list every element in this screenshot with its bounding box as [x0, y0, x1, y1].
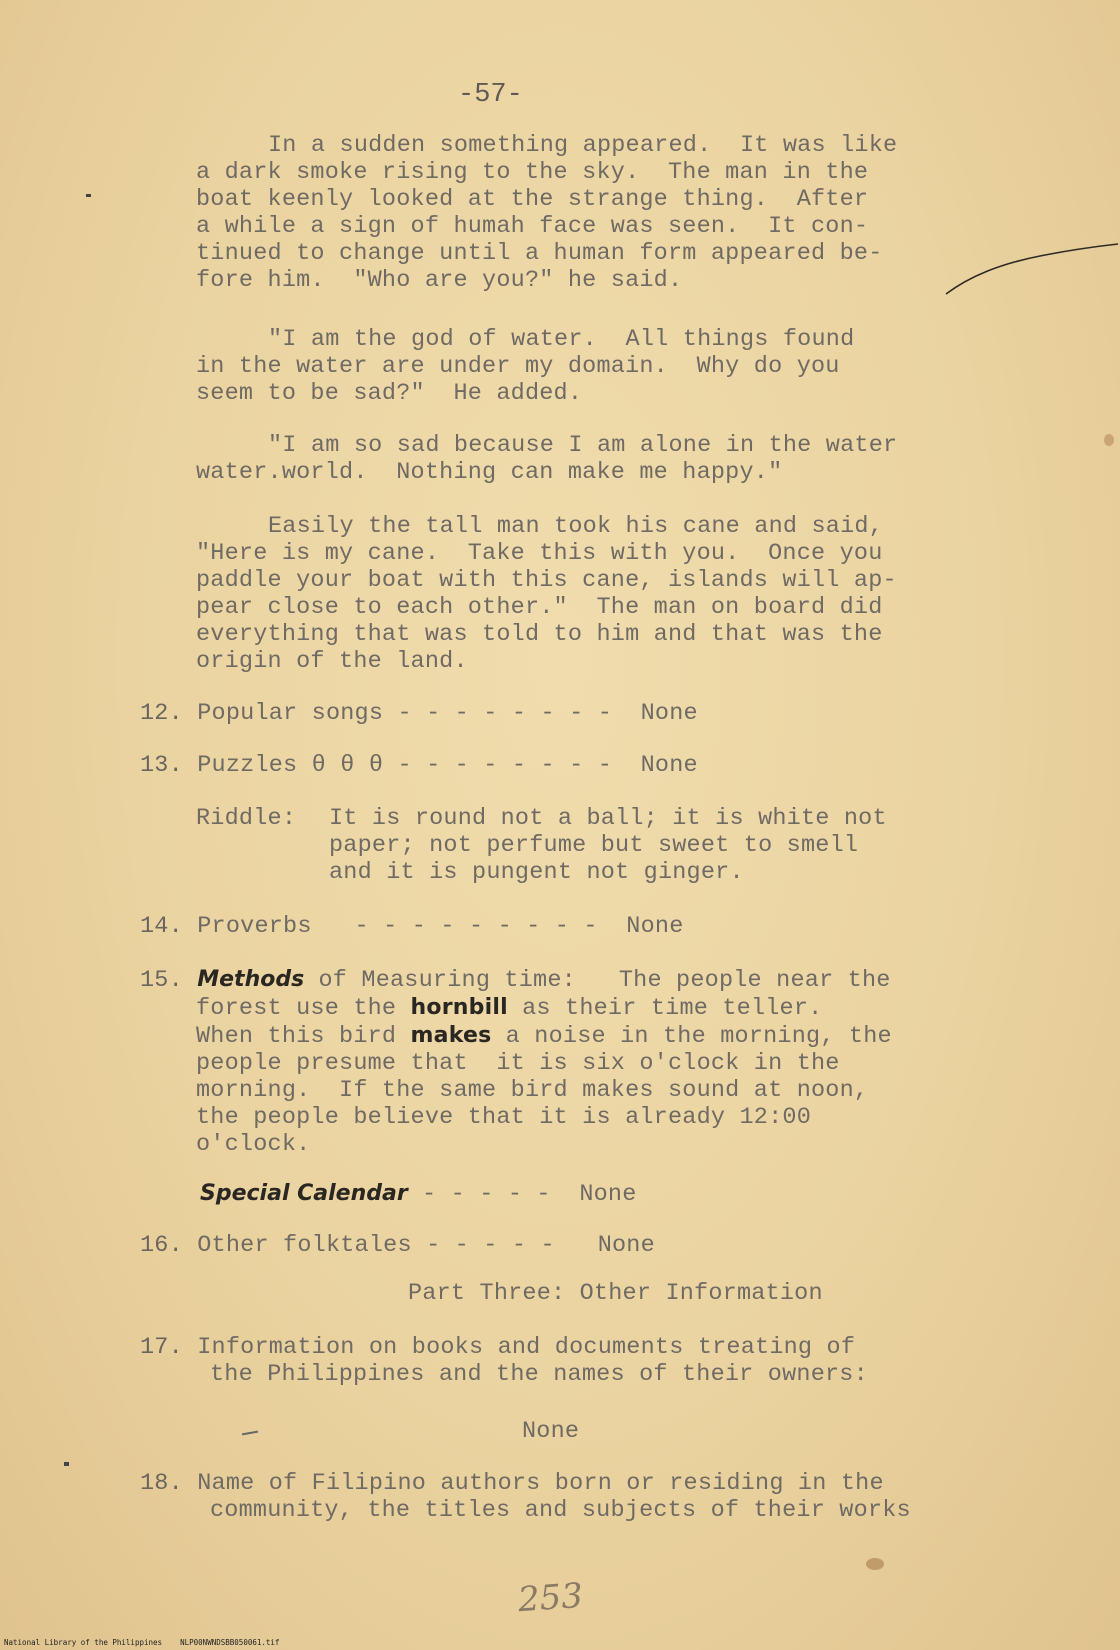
text-line: Easily the tall man took his cane and said, [268, 513, 883, 540]
story-paragraph-4 [196, 513, 897, 675]
riddle-label: Riddle: [196, 805, 297, 832]
handwritten-special-calendar: Special Calendar [200, 1181, 408, 1206]
item-13 [140, 752, 698, 779]
item-text: the Philippines and the names of their owners: [210, 1361, 868, 1388]
stain-mark [866, 1558, 884, 1570]
text-line: tinued to change until a human form appeared be- [196, 240, 883, 267]
text-line: water.world. Nothing can make me happy." [196, 459, 783, 486]
text-line: in the water are under my domain. Why do you [196, 353, 840, 380]
item-text: When this bird [196, 1023, 411, 1050]
item-17 [140, 1334, 868, 1388]
text-line: everything that was told to him and that was the [196, 621, 883, 648]
item-text: Other folktales - - - - - None [197, 1232, 655, 1259]
text-line: people presume that it is six o'clock in the [196, 1050, 840, 1077]
item-14 [140, 913, 684, 940]
text-line: pear close to each other." The man on board did [196, 594, 883, 621]
riddle-line: paper; not perfume but sweet to smell [329, 832, 859, 859]
item-text: a noise in the morning, the [491, 1023, 892, 1050]
text-line: "I am the god of water. All things found [268, 326, 855, 353]
text-line: seem to be sad?" He added. [196, 380, 583, 407]
text-line: boat keenly looked at the strange thing. After [196, 186, 869, 213]
text-line: fore him. "Who are you?" he said. [196, 267, 683, 294]
text-line: a while a sign of humah face was seen. It con- [196, 213, 869, 240]
item-number: 18. [140, 1470, 183, 1497]
handwritten-hornbill: hornbill [410, 995, 508, 1020]
speck-mark [86, 194, 91, 197]
page-header: -57- [458, 80, 523, 110]
stain-mark [1104, 434, 1114, 446]
text-line: o'clock. [196, 1131, 311, 1158]
text-line: In a sudden something appeared. It was like [268, 132, 898, 159]
riddle-line: and it is pungent not ginger. [329, 859, 744, 886]
item-number: 12. [140, 700, 183, 727]
item-16 [140, 1232, 655, 1259]
item-18 [140, 1470, 911, 1524]
text-line: "I am so sad because I am alone in the water [268, 432, 898, 459]
text-line: a dark smoke rising to the sky. The man in the [196, 159, 869, 186]
item-text: Name of Filipino authors born or residing in the [197, 1470, 884, 1497]
item-text: - - - - - None [407, 1181, 637, 1208]
item-text: Popular songs - - - - - - - - None [197, 700, 698, 727]
speck-mark [242, 1431, 258, 1436]
speck-mark [64, 1462, 69, 1466]
none-17 [522, 1418, 579, 1445]
text-line: origin of the land. [196, 648, 468, 675]
special-calendar [200, 1180, 637, 1208]
item-text: Proverbs - - - - - - - - - None [197, 913, 684, 940]
item-number: 15. [140, 967, 183, 994]
story-paragraph-1 [196, 132, 897, 294]
text-line: the people believe that it is already 12:00 [196, 1104, 811, 1131]
riddle-line: It is round not a ball; it is white not [329, 805, 887, 832]
text-line: morning. If the same bird makes sound at noon, [196, 1077, 869, 1104]
pen-stroke-mark [940, 238, 1120, 298]
item-number: 13. [140, 752, 183, 779]
item-text: Puzzles θ θ θ - - - - - - - - None [197, 752, 698, 779]
handwritten-makes: makes [410, 1023, 492, 1048]
item-number: 14. [140, 913, 183, 940]
item-number: 16. [140, 1232, 183, 1259]
story-paragraph-3 [196, 432, 897, 486]
item-number: 17. [140, 1334, 183, 1361]
item-text: community, the titles and subjects of their works [210, 1497, 911, 1524]
handwritten-methods: Methods [197, 967, 305, 992]
page-number: 253 [516, 1575, 585, 1621]
text-line: "Here is my cane. Take this with you. Once you [196, 540, 883, 567]
item-text: as their time teller. [507, 995, 823, 1022]
part-three-heading [408, 1280, 823, 1307]
item-text: forest use the [196, 995, 411, 1022]
item-text: of Measuring time: The people near the [304, 967, 891, 994]
section-heading: Part Three: Other Information [408, 1280, 823, 1307]
story-paragraph-2 [196, 326, 854, 407]
item-text: None [522, 1418, 580, 1445]
archive-footer: National Library of the Philippines NLP00NWNDSBB050061.tif [4, 1638, 280, 1647]
item-12 [140, 700, 698, 727]
item-15 [140, 966, 892, 1158]
text-line: paddle your boat with this cane, islands will ap- [196, 567, 897, 594]
item-text: Information on books and documents treating of [197, 1334, 856, 1361]
